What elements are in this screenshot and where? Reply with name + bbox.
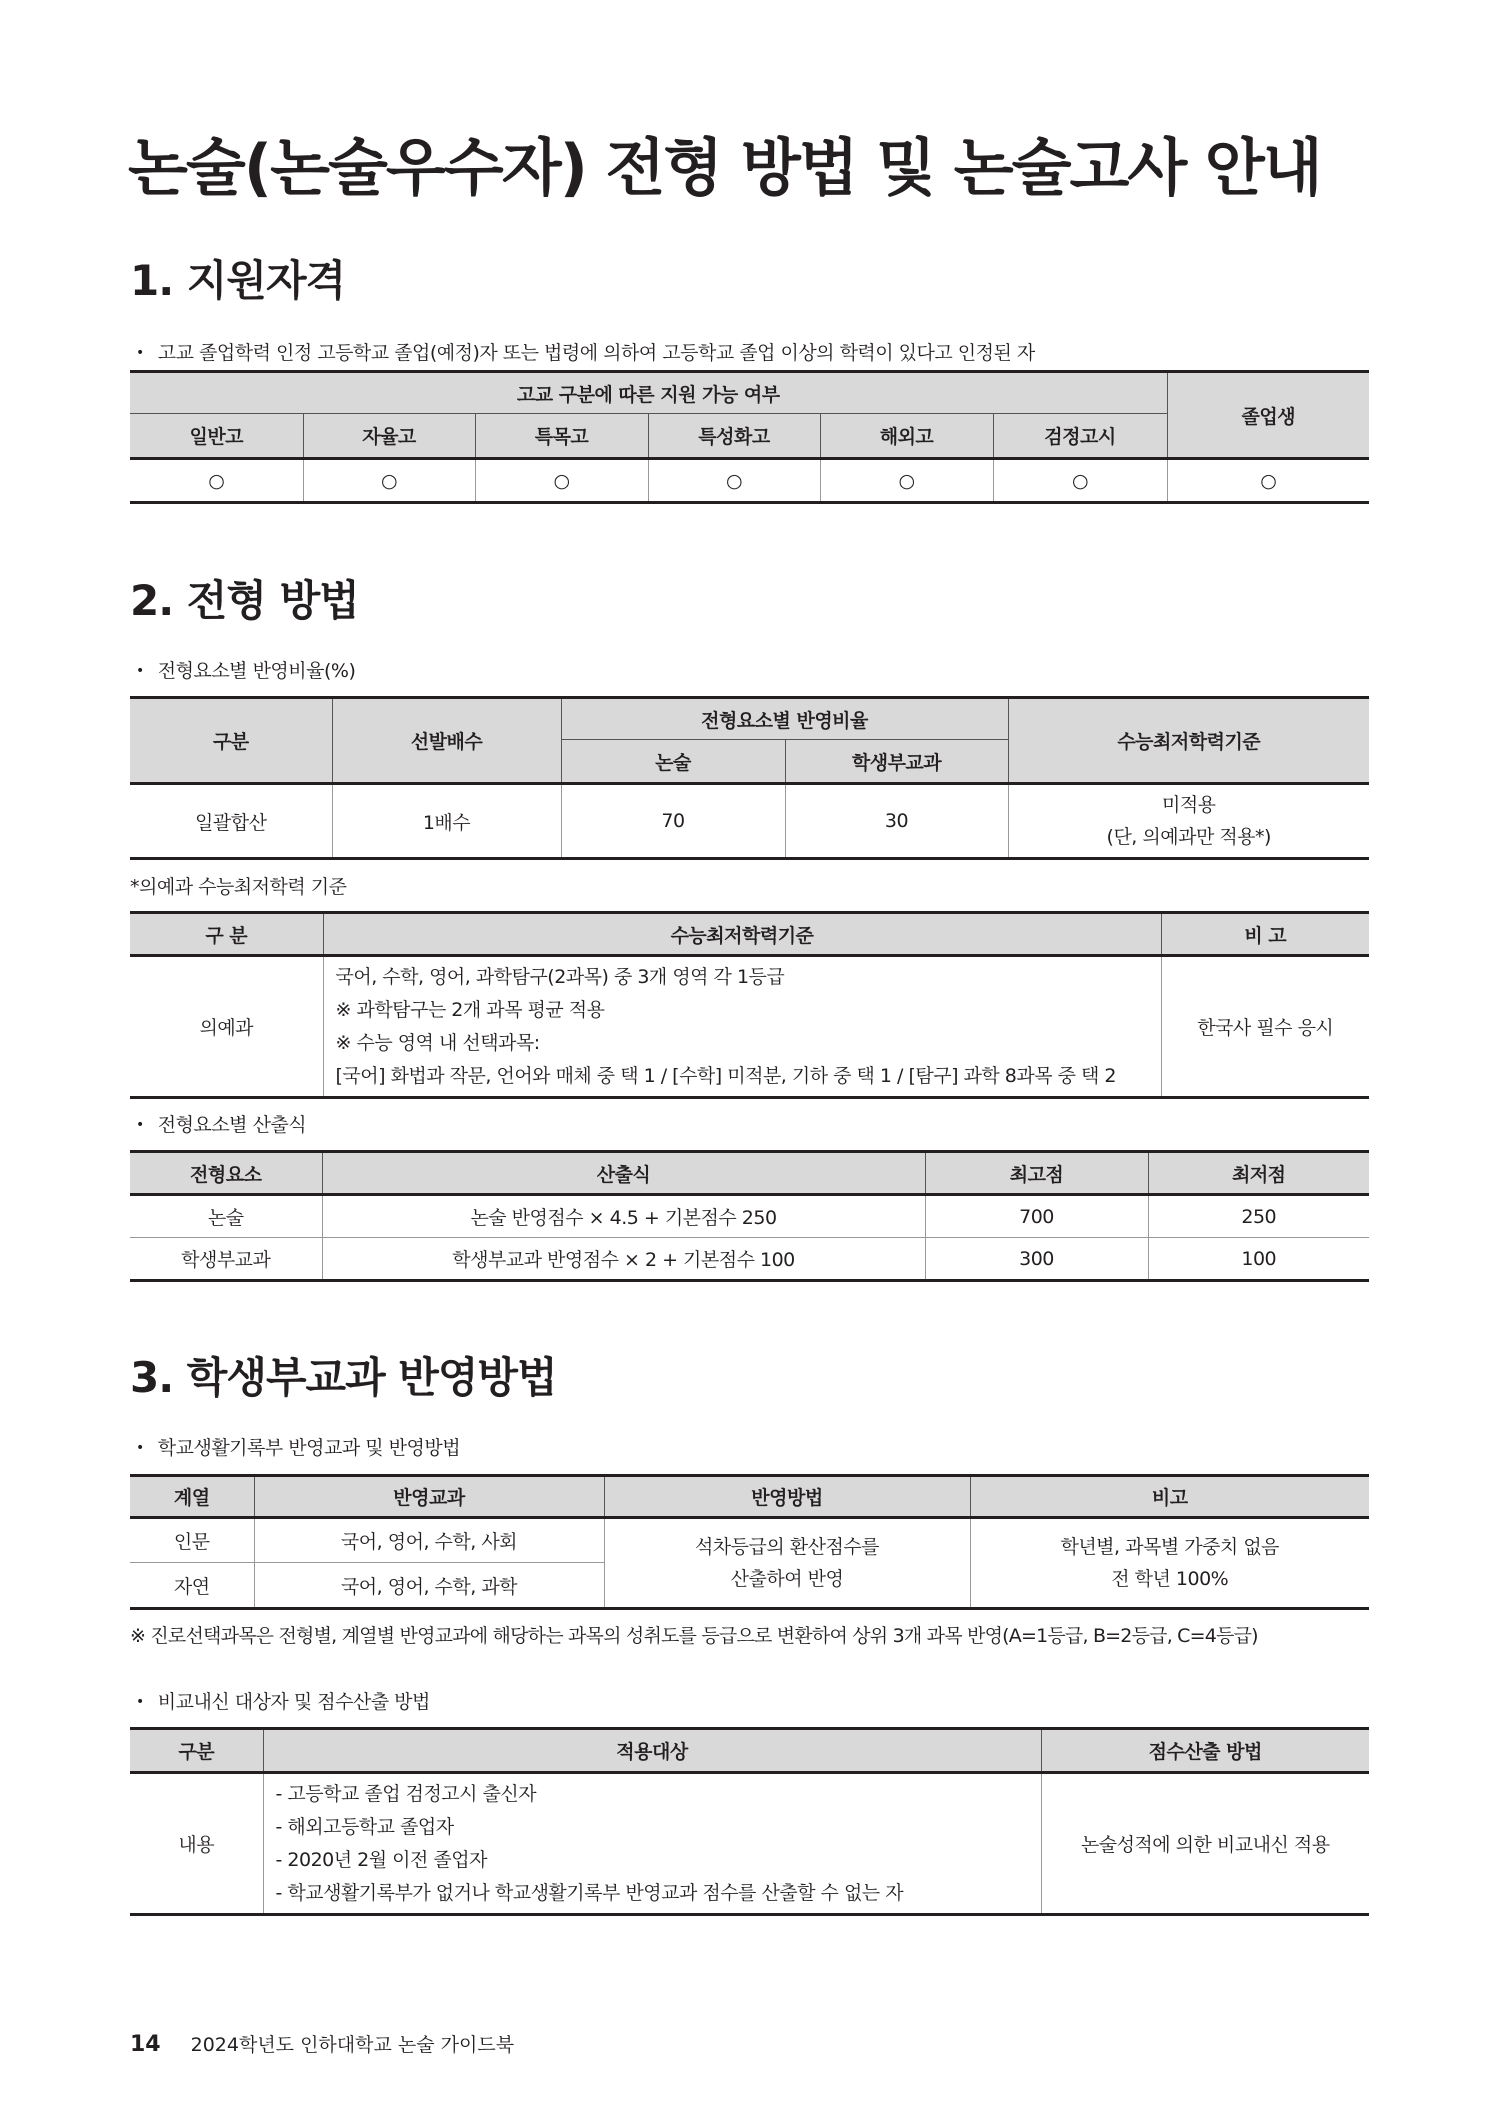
cell: 국어, 영어, 수학, 사회 (254, 1518, 604, 1563)
col-header: 일반고 (130, 414, 303, 459)
medical-min-table (130, 911, 1369, 1099)
formula-bullet: • 전형요소별 산출식 (136, 1110, 306, 1137)
header: 선발배수 (332, 698, 561, 784)
cell: ○ (475, 459, 648, 503)
cell (323, 956, 1161, 1098)
cell: 학생부교과 반영점수 × 2 + 기본점수 100 (322, 1238, 925, 1281)
header: 학생부교과 (785, 740, 1008, 784)
cell: 300 (925, 1238, 1148, 1281)
col-header: 자율고 (303, 414, 475, 459)
section-3-heading: 3. 학생부교과 반영방법 (130, 1353, 557, 1402)
cell: 70 (561, 784, 785, 859)
cell-line: - 2020년 2월 이전 졸업자 (275, 1848, 487, 1871)
group-header: 고교 구분에 따른 지원 가능 여부 (130, 372, 1167, 414)
header: 전형요소 (130, 1152, 322, 1195)
cell: 학생부교과 (130, 1238, 322, 1281)
cell-line: 석차등급의 환산점수를 (694, 1536, 880, 1558)
cell-line: 미적용 (1161, 794, 1216, 816)
table-row (130, 956, 1369, 1098)
header: 비고 (970, 1476, 1369, 1518)
table-row (130, 784, 1369, 859)
comparison-bullet: • 비교내신 대상자 및 점수산출 방법 (136, 1687, 430, 1714)
table-row (130, 459, 1369, 503)
cell-line: - 해외고등학교 졸업자 (275, 1815, 454, 1838)
cell: 내용 (130, 1773, 263, 1915)
record-bullet: • 학교생활기록부 반영교과 및 반영방법 (136, 1433, 460, 1460)
graduate-header: 졸업생 (1167, 372, 1369, 459)
table-row (130, 1518, 1369, 1563)
cell: 700 (925, 1195, 1148, 1238)
header: 계열 (130, 1476, 254, 1518)
ratio-table (130, 696, 1369, 860)
cell (970, 1518, 1369, 1609)
header: 수능최저학력기준 (1008, 698, 1369, 784)
cell-line: 전 학년 100% (1111, 1568, 1229, 1590)
cell: 의예과 (130, 956, 323, 1098)
formula-table (130, 1150, 1369, 1282)
header: 적용대상 (263, 1729, 1041, 1773)
footer-text: 2024학년도 인하대학교 논술 가이드북 (190, 2034, 515, 2056)
cell: 자연 (130, 1563, 254, 1609)
cell-line: 학년별, 과목별 가중치 없음 (1060, 1536, 1280, 1558)
cell-line: ※ 과학탐구는 2개 과목 평균 적용 (335, 998, 605, 1021)
record-table (130, 1474, 1369, 1610)
table-row (130, 1773, 1369, 1915)
eligibility-table (130, 370, 1369, 504)
section-2-heading: 2. 전형 방법 (130, 576, 359, 625)
cell (263, 1773, 1041, 1915)
header: 산출식 (322, 1152, 925, 1195)
header: 최저점 (1148, 1152, 1369, 1195)
header: 반영방법 (604, 1476, 970, 1518)
page-number: 14 (130, 2032, 161, 2057)
header: 수능최저학력기준 (323, 913, 1161, 956)
header: 비 고 (1161, 913, 1369, 956)
cell (1008, 784, 1369, 859)
cell: 논술 반영점수 × 4.5 + 기본점수 250 (322, 1195, 925, 1238)
section-1-heading: 1. 지원자격 (130, 256, 346, 305)
header: 논술 (561, 740, 785, 784)
cell-line: - 학교생활기록부가 없거나 학교생활기록부 반영교과 점수를 산출할 수 없는 자 (275, 1881, 904, 1904)
col-header: 해외고 (820, 414, 993, 459)
cell: ○ (820, 459, 993, 503)
cell: ○ (1167, 459, 1369, 503)
cell: ○ (303, 459, 475, 503)
header: 구 분 (130, 913, 323, 956)
header: 점수산출 방법 (1041, 1729, 1369, 1773)
col-header: 특성화고 (648, 414, 820, 459)
header: 전형요소별 반영비율 (561, 698, 1008, 740)
cell: 한국사 필수 응시 (1161, 956, 1369, 1098)
ratio-bullet: • 전형요소별 반영비율(%) (136, 656, 355, 683)
elective-note: ※ 진로선택과목은 전형별, 계열별 반영교과에 해당하는 과목의 성취도를 등급으로 변환하여 상위 3개 과목 반영(A=1등급, B=2등급, C=4등급) (130, 1625, 1258, 1647)
header: 최고점 (925, 1152, 1148, 1195)
footer (130, 2030, 514, 2057)
eligibility-bullet: • 고교 졸업학력 인정 고등학교 졸업(예정)자 또는 법령에 의하여 고등학교 졸업 이상의 학력이 있다고 인정된 자 (136, 338, 1035, 365)
cell: 논술성적에 의한 비교내신 적용 (1041, 1773, 1369, 1915)
cell: 100 (1148, 1238, 1369, 1281)
table-row (130, 1195, 1369, 1238)
cell: 인문 (130, 1518, 254, 1563)
header: 구분 (130, 698, 332, 784)
cell (604, 1518, 970, 1609)
col-header: 특목고 (475, 414, 648, 459)
header: 반영교과 (254, 1476, 604, 1518)
cell-line: ※ 수능 영역 내 선택과목: (335, 1031, 540, 1054)
cell: 국어, 영어, 수학, 과학 (254, 1563, 604, 1609)
cell-line: [국어] 화법과 작문, 언어와 매체 중 택 1 / [수학] 미적분, 기하 중 택 1 / [탐구] 과학 8과목 중 택 2 (335, 1064, 1117, 1087)
cell: 250 (1148, 1195, 1369, 1238)
header: 구분 (130, 1729, 263, 1773)
cell: 논술 (130, 1195, 322, 1238)
cell-line: (단, 의예과만 적용*) (1106, 826, 1271, 848)
medical-note: *의예과 수능최저학력 기준 (130, 876, 347, 898)
cell-line: 산출하여 반영 (730, 1568, 844, 1590)
cell: ○ (130, 459, 303, 503)
cell: 1배수 (332, 784, 561, 859)
cell-line: 국어, 수학, 영어, 과학탐구(2과목) 중 3개 영역 각 1등급 (335, 965, 785, 988)
cell-line: - 고등학교 졸업 검정고시 출신자 (275, 1782, 537, 1805)
page-title: 논술(논술우수자) 전형 방법 및 논술고사 안내 (128, 131, 1321, 204)
cell: 30 (785, 784, 1008, 859)
cell: ○ (648, 459, 820, 503)
cell: 일괄합산 (130, 784, 332, 859)
comparison-table (130, 1727, 1369, 1916)
cell: ○ (993, 459, 1167, 503)
table-row (130, 1238, 1369, 1281)
col-header: 검정고시 (993, 414, 1167, 459)
